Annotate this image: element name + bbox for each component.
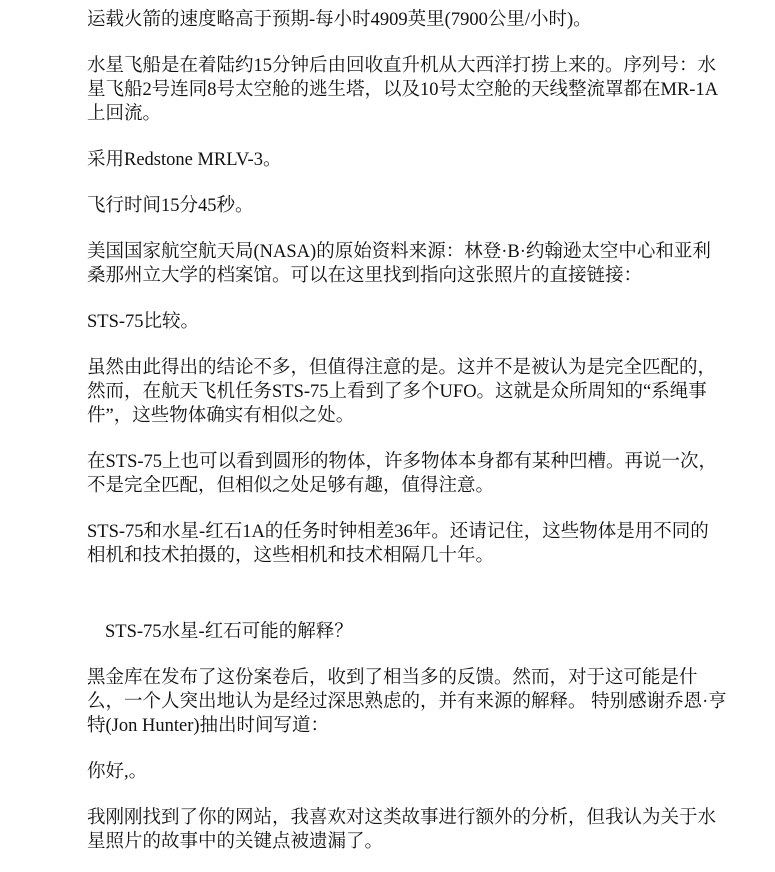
section-heading: STS-75水星-红石可能的解释？ bbox=[105, 622, 353, 642]
paragraph-sts75-comparison: STS-75比较。 bbox=[87, 312, 200, 332]
paragraph-feedback: 黑金库在发布了这份案卷后，收到了相当多的反馈。然而，对于这可能是什么，一个人突出地认为是经过深思熟虑的，并有来源的解释。 特别感谢乔恩·亨特(Jon Hunter)抽出时间写道： bbox=[87, 668, 727, 736]
paragraph-round-objects: 在STS-75上也可以看到圆形的物体，许多物体本身都有某种凹槽。再说一次，不是完全匹配，但相似之处足够有趣，值得注意。 bbox=[87, 452, 718, 496]
paragraph-nasa-source: 美国国家航空航天局(NASA)的原始资料来源：林登·B·约翰逊太空中心和亚利桑那州立大学的档案馆。可以在这里找到指向这张照片的直接链接： bbox=[87, 242, 711, 286]
paragraph-letter-start: 我刚刚找到了你的网站，我喜欢对这类故事进行额外的分析，但我认为关于水星照片的故事中的关键点被遗漏了。 bbox=[87, 808, 717, 852]
document-page bbox=[87, 0, 727, 854]
paragraph-mission-clock: STS-75和水星-红石1A的任务时钟相差36年。还请记住，这些物体是用不同的相机和技术拍摄的，这些相机和技术相隔几十年。 bbox=[87, 522, 709, 566]
paragraph-capsule-recovery: 水星飞船是在着陆约15分钟后由回收直升机从大西洋打捞上来的。序列号：水星飞船2号连同8号太空舱的逃生塔，以及10号太空舱的天线整流罩都在MR-1A上回流。 bbox=[87, 56, 719, 124]
paragraph-greeting: 你好,。 bbox=[87, 762, 148, 782]
paragraph-rocket-speed: 运载火箭的速度略高于预期-每小时4909英里(7900公里/小时)。 bbox=[87, 10, 592, 30]
paragraph-tether-incident: 虽然由此得出的结论不多，但值得注意的是。这并不是被认为是完全匹配的，然而，在航天飞机任务STS-75上看到了多个UFO。这就是众所周知的“系绳事件”，这些物体确实有相似之处。 bbox=[87, 358, 717, 426]
paragraph-redstone: 采用Redstone MRLV-3。 bbox=[87, 150, 282, 170]
paragraph-flight-time: 飞行时间15分45秒。 bbox=[87, 196, 254, 216]
